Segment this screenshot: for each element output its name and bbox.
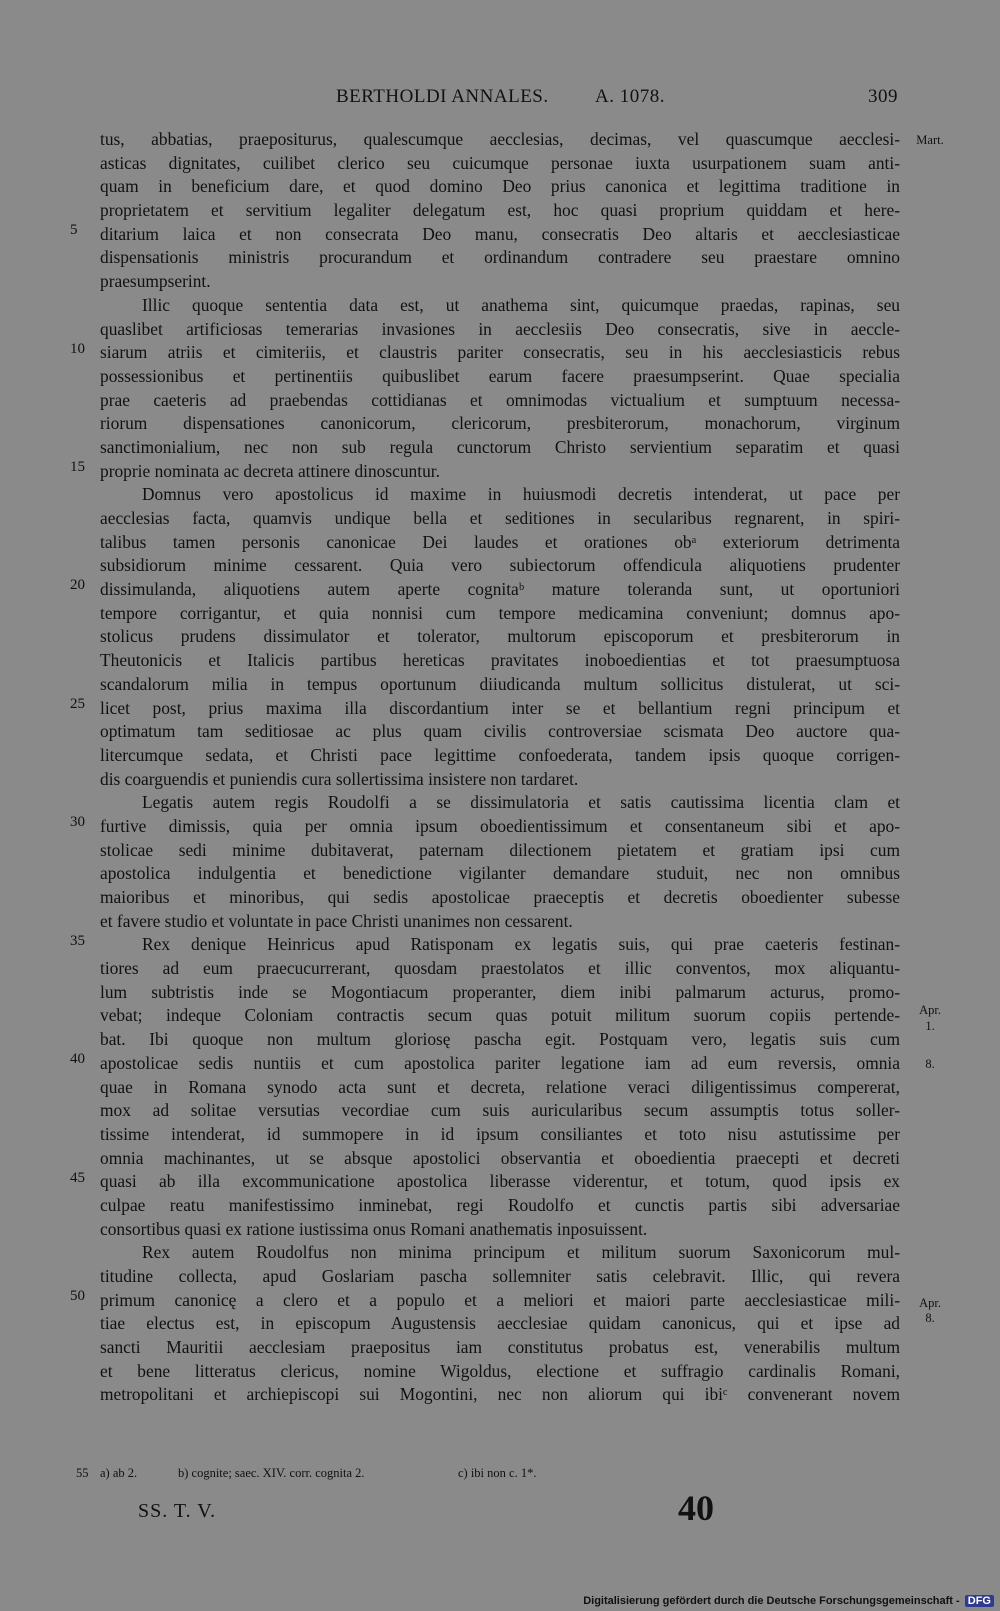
text-line: Rex denique Heinricus apud Ratisponam ex legatis suis, qui prae caeteris festinan-: [142, 934, 900, 955]
line-number: 45: [70, 1170, 85, 1186]
text-line: quasi ab illa excommunicatione apostolica liberasse viderentur, et totum, quod ipsis ex: [100, 1171, 900, 1192]
line-number: 15: [70, 459, 85, 475]
line-number: 35: [70, 933, 85, 949]
text-line: praesumpserint.: [100, 271, 211, 292]
line-number: 10: [70, 341, 85, 357]
text-line: Legatis autem regis Roudolfi a se dissimulatoria et satis cautissima licentia clam et: [142, 792, 900, 813]
text-line: tiores ad eum praecucurrerant, quosdam praestolatos et illic conventos, mox aliquantu-: [100, 958, 900, 979]
text-line: consortibus quasi ex ratione iustissima onus Romani anathematis inposuissent.: [100, 1218, 648, 1239]
margin-note-apr: Apr.: [919, 1296, 941, 1310]
text-line: et favere studio et voluntate in pace Christi unanimes non cessarent.: [100, 910, 573, 931]
text-line: proprie nominata ac decreta attinere dinoscuntur.: [100, 460, 440, 481]
text-line: asticas dignitates, cuilibet clerico seu cuicumque personae iuxta usurpationem suam anti-: [100, 152, 900, 173]
footnote-a: a) ab 2.: [100, 1466, 138, 1480]
text-line: culpae reatu manifestissimo inminebat, regi Roudolfo et cunctis partis sibi adversariae: [100, 1194, 900, 1215]
footnote-c: c) ibi non c. 1*.: [458, 1466, 537, 1480]
text-line: siarum atriis et cimiteriis, et claustris pariter consecratis, seu in his aecclesiasticis rebus: [100, 342, 900, 363]
text-line: apostolica indulgentia et benedictione vigilanter demandare studuit, nec non omnibus: [100, 863, 900, 884]
line-number: 5: [70, 222, 78, 238]
text-line: apostolicae sedis nuntiis et cum apostolica pariter legatione iam ad eum reversis, omnia: [100, 1052, 900, 1073]
text-line: quam in beneficium dare, et quod domino Deo prius canonica et legittima traditione in: [100, 176, 900, 197]
line-number: 40: [70, 1051, 85, 1067]
text-line: tissime intenderat, id summopere in id ipsum consiliantes et toto nisu astutissime per: [100, 1123, 900, 1144]
text-line: sanctimonialium, nec non sub regula cunctorum Christo servientium separatim et quasi: [100, 436, 900, 457]
page-number: 309: [868, 86, 898, 107]
text-line: lum subtristis inde se Mogontiacum properanter, diem inibi palmarum acturus, promo-: [100, 981, 900, 1002]
text-line: Theutonicis et Italicis partibus hereticas pravitates inoboedientias et tot praesumptuosa: [100, 650, 900, 671]
digitization-credit: [583, 1595, 994, 1607]
text-line: proprietatem et servitium legaliter delegatum est, hoc quasi proprium quiddam et here-: [100, 200, 900, 221]
text-line: dispensationis ministris procurandum et ordinandum contradere seu praestare omnino: [100, 247, 900, 268]
text-line: titudine collecta, apud Goslariam pascha sollemniter satis celebravit. Illic, qui revera: [100, 1266, 900, 1286]
footnote-line-number: 55: [76, 1466, 89, 1480]
text-line: optimatum tam seditiosae ac plus quam civilis controversiae scismata Deo auctore qua-: [100, 721, 900, 742]
margin-note-mart: Mart.: [916, 133, 944, 147]
margin-note-day: 8.: [925, 1311, 935, 1325]
text-line: tempore corrigantur, et quia nonnisi cum tempore medicamina conveniunt; domnus apo-: [100, 602, 900, 623]
text-line: scandalorum milia in tempus oportunum diiudicanda multum sollicitus distulerat, ut sci-: [100, 673, 900, 694]
line-number: 50: [70, 1288, 85, 1304]
text-line: tiae electus est, in episcopum Augustensis aecclesiae quidam canonicus, qui et ipse ad: [100, 1313, 900, 1334]
text-line: Domnus vero apostolicus id maxime in huiusmodi decretis intenderat, ut pace per: [142, 484, 900, 505]
text-line: maioribus et minoribus, qui sedis apostolicae praeceptis et decretis oboedienter subesse: [100, 887, 900, 907]
line-number: 25: [70, 696, 85, 712]
text-line: sancti Mauritii aecclesiam praepositus iam constitutus probatus est, venerabilis multum: [100, 1337, 900, 1358]
text-line: omnia machinantes, ut se absque apostolici observantia et oboedientia praecepti et decreti: [100, 1147, 900, 1168]
text-line: prae caeteris ad praebendas cottidianas et omnimodas victualium et sumptuum necessa-: [100, 389, 900, 410]
margin-note-apr: Apr.: [919, 1003, 941, 1017]
text-line: riorum dispensationes canonicorum, clericorum, presbiterorum, monachorum, virginum: [100, 413, 900, 434]
text-line: possessionibus et pertinentiis quibuslibet earum facere praesumpserint. Quae specialia: [100, 365, 900, 386]
text-line: Illic quoque sententia data est, ut anathema sint, quicumque praedas, rapinas, seu: [142, 294, 900, 315]
running-header: [100, 86, 900, 116]
text-line: stolicae sedi minime dubitaverat, paternam dilectionem pietatem et gratiam ipsi cum: [100, 839, 900, 860]
text-line: dissimulanda, aliquotiens autem aperte cognitaᵇ mature toleranda sunt, ut oportuniori: [100, 579, 900, 600]
text-line: quaslibet artificiosas temerarias invasiones in aecclesiis Deo consecratis, sive in aeccle-: [100, 318, 900, 339]
line-number: 30: [70, 814, 85, 830]
text-line: furtive dimissis, quia per omnia ipsum oboedientissimum et consentaneum sibi et apo-: [100, 815, 900, 836]
credit-text: Digitalisierung gefördert durch die Deutsche Forschungsgemeinschaft -: [583, 1595, 960, 1607]
text-line: talibus tamen personis canonicae Dei laudes et orationes obᵃ exteriorum detrimenta: [100, 531, 900, 552]
text-line: primum canonicę a clero et a populo et a meliori et maiori parte aecclesiasticae mili-: [100, 1289, 900, 1310]
header-title: BERTHOLDI ANNALES.: [336, 86, 549, 107]
main-text: [100, 128, 900, 1407]
text-line: aecclesias facta, quamvis undique bella et seditiones in secularibus regnarent, in spiri-: [100, 508, 900, 528]
text-line: licet post, prius maxima illa discordantium inter se et bellantium regni principum et: [100, 697, 900, 718]
dfg-logo: DFG: [965, 1595, 994, 1607]
line-number: 20: [70, 577, 85, 593]
footnote-b: b) cognite; saec. XIV. corr. cognita 2.: [178, 1466, 365, 1480]
margin-note-day: 8.: [925, 1057, 935, 1071]
text-line: stolicus prudens dissimulator et tolerator, multorum episcoporum et presbiterorum in: [100, 626, 900, 647]
text-line: tus, abbatias, praepositurus, qualescumque aecclesias, decimas, vel quascumque aecclesi-: [100, 129, 900, 149]
text-line: et bene litteratus clericus, nomine Wigoldus, electione et suffragio cardinalis Romani,: [100, 1360, 900, 1381]
text-line: metropolitani et archiepiscopi sui Mogontini, nec non aliorum qui ibiᶜ convenerant novem: [100, 1384, 900, 1405]
text-line: subsidiorum minime cessarent. Quia vero subiectorum offendicula aliquotiens prudenter: [100, 555, 900, 576]
text-line: bat. Ibi quoque non multum gloriosę pascha egit. Postquam vero, legatis suis cum: [100, 1029, 900, 1050]
text-line: quae in Romana synodo acta sunt et decreta, relatione veraci diligentissimus compererat,: [100, 1076, 900, 1097]
text-line: litercumque sedata, et Christi pace legittime confoederata, tandem ipsis quoque corrigen-: [100, 744, 900, 765]
margin-note-day: 1.: [925, 1019, 935, 1033]
signature-mark: SS. T. V.: [138, 1500, 217, 1522]
sheet-number: 40: [678, 1488, 714, 1528]
text-line: ditarium laica et non consecrata Deo manu, consecratis Deo altaris et aecclesiasticae: [100, 223, 900, 244]
header-year: A. 1078.: [595, 86, 665, 107]
text-line: vebat; indeque Coloniam contractis secum quas potuit militum suorum copiis pertende-: [100, 1005, 900, 1026]
text-line: mox ad solitae versutias vecordiae cum suis auricularibus secum assumptis totus soller-: [100, 1100, 900, 1121]
text-line: Rex autem Roudolfus non minima principum et militum suorum Saxonicorum mul-: [142, 1242, 900, 1263]
text-line: dis coarguendis et puniendis cura sollertissima insistere non tardaret.: [100, 768, 579, 789]
